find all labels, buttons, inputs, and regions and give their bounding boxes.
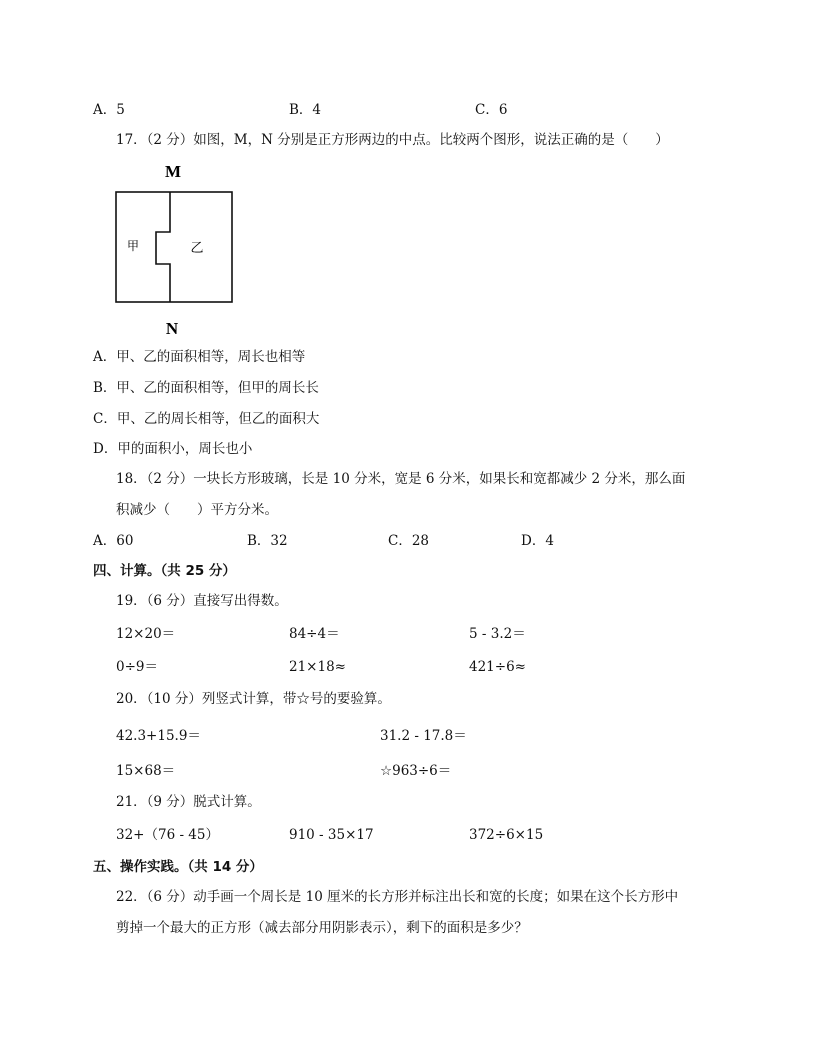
q19-question-text: 19．（6 分）直接写出得数。 xyxy=(116,593,288,609)
q19-item: 12×20＝ xyxy=(116,626,176,642)
q19-item: 84÷4＝ xyxy=(289,626,340,642)
q20-item: ☆963÷6＝ xyxy=(380,763,452,779)
q17-figure xyxy=(112,160,234,338)
q17-option-b: B．甲、乙的面积相等，但甲的周长长 xyxy=(93,380,319,396)
q21-item: 32+（76 - 45） xyxy=(116,827,219,843)
q21-item: 372÷6×15 xyxy=(469,827,544,843)
section5-title: 五、操作实践。（共 14 分） xyxy=(93,859,263,875)
q19-item: 0÷9＝ xyxy=(116,659,158,675)
figure-label-n: N xyxy=(165,319,179,338)
q18-option-a: A．60 xyxy=(93,533,134,549)
q18-option-d: D．4 xyxy=(521,533,554,549)
q18-question-line1: 18．（2 分）一块长方形玻璃，长是 10 分米，宽是 6 分米，如果长和宽都减少 2 分米，那么面 xyxy=(116,471,686,487)
q18-question-line2: 积减少（ ）平方分米。 xyxy=(116,502,278,518)
q17-option-d: D．甲的面积小，周长也小 xyxy=(93,441,253,457)
q22-question-line1: 22．（6 分）动手画一个周长是 10 厘米的长方形并标注出长和宽的长度；如果在这个长方形中 xyxy=(116,889,679,905)
figure-region-yi: 乙 xyxy=(190,241,204,256)
q19-item: 5 - 3.2＝ xyxy=(469,626,526,642)
figure-region-jia: 甲 xyxy=(126,239,140,253)
figure-label-m: M xyxy=(164,162,182,181)
section4-title: 四、计算。（共 25 分） xyxy=(93,563,236,579)
q20-item: 15×68＝ xyxy=(116,763,176,779)
q17-question-text: 17．（2 分）如图，M，N 分别是正方形两边的中点。比较两个图形，说法正确的是（ ） xyxy=(116,132,669,148)
q21-item: 910 - 35×17 xyxy=(289,827,374,843)
q19-item: 21×18≈ xyxy=(289,659,346,675)
q20-question-text: 20．（10 分）列竖式计算，带☆号的要验算。 xyxy=(116,691,391,707)
q17-option-a: A．甲、乙的面积相等，周长也相等 xyxy=(93,349,306,365)
q22-question-line2: 剪掉一个最大的正方形（减去部分用阴影表示），剩下的面积是多少？ xyxy=(116,920,528,936)
q16-option-b: B．4 xyxy=(289,102,322,118)
q16-option-a: A．5 xyxy=(93,102,125,118)
q21-question-text: 21．（9 分）脱式计算。 xyxy=(116,794,261,810)
q19-item: 421÷6≈ xyxy=(469,659,526,675)
q16-option-c: C．6 xyxy=(475,102,508,118)
q17-option-c: C．甲、乙的周长相等，但乙的面积大 xyxy=(93,411,320,427)
q20-item: 42.3+15.9＝ xyxy=(116,728,201,744)
q20-item: 31.2 - 17.8＝ xyxy=(380,728,467,744)
q18-option-b: B．32 xyxy=(247,533,288,549)
figure-divider xyxy=(156,192,170,302)
q18-option-c: C．28 xyxy=(388,533,430,549)
